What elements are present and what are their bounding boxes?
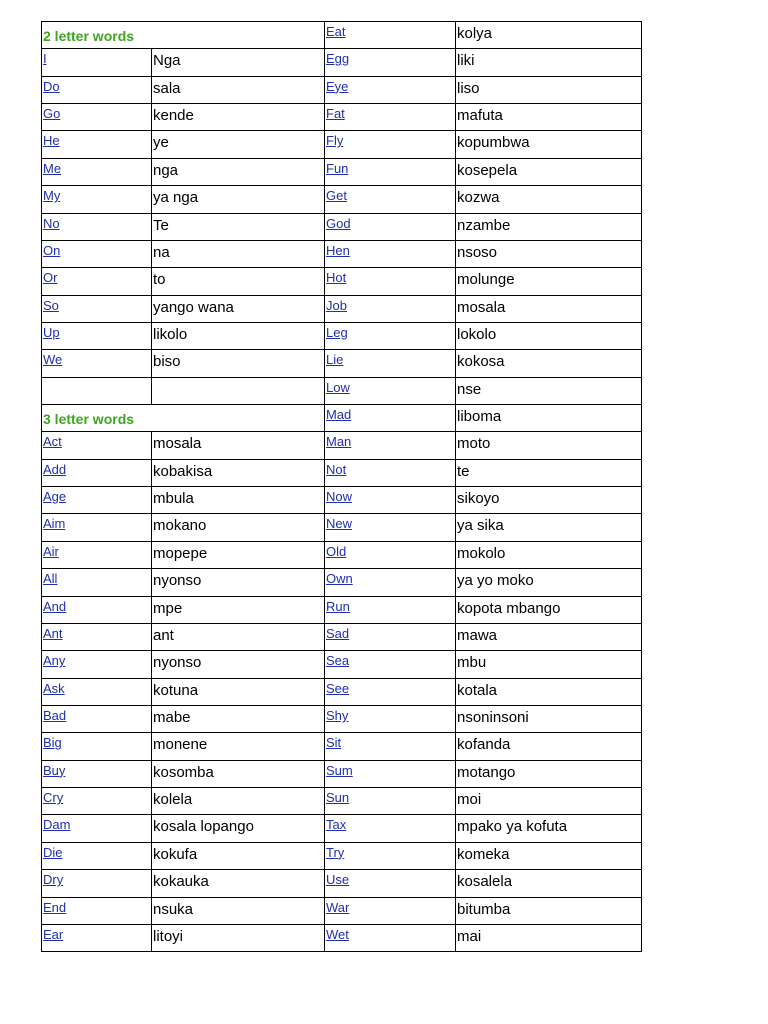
table-row: [42, 623, 642, 650]
translation: kosomba: [152, 760, 325, 787]
table-row: [42, 76, 642, 103]
translation: komeka: [456, 842, 642, 869]
table-row: [42, 322, 642, 349]
word-link[interactable]: Get: [325, 186, 456, 213]
translation: kolya: [456, 22, 642, 49]
table-row: [42, 213, 642, 240]
translation: to: [152, 268, 325, 295]
word-link[interactable]: Run: [325, 596, 456, 623]
table-row: [42, 651, 642, 678]
translation: biso: [152, 350, 325, 377]
translation: mpe: [152, 596, 325, 623]
table-row: [42, 541, 642, 568]
table-row: [42, 432, 642, 459]
translation: likolo: [152, 322, 325, 349]
word-link[interactable]: Or: [42, 268, 152, 295]
translation: kofanda: [456, 733, 642, 760]
word-link[interactable]: Not: [325, 459, 456, 486]
translation: nsoso: [456, 240, 642, 267]
translation: nga: [152, 158, 325, 185]
translation: kotuna: [152, 678, 325, 705]
section-heading-2-letter: 2 letter words: [42, 22, 325, 49]
word-link[interactable]: And: [42, 596, 152, 623]
translation: mafuta: [456, 104, 642, 131]
translation: nyonso: [152, 651, 325, 678]
translation: nse: [456, 377, 642, 404]
word-link[interactable]: Aim: [42, 514, 152, 541]
word-link[interactable]: Fly: [325, 131, 456, 158]
table-row: [42, 596, 642, 623]
translation: mbu: [456, 651, 642, 678]
word-link[interactable]: See: [325, 678, 456, 705]
word-link[interactable]: Buy: [42, 760, 152, 787]
table-row: [42, 104, 642, 131]
word-link[interactable]: Fun: [325, 158, 456, 185]
word-link[interactable]: Do: [42, 76, 152, 103]
table-row: [42, 350, 642, 377]
translation: kokufa: [152, 842, 325, 869]
word-link[interactable]: Now: [325, 487, 456, 514]
word-link[interactable]: Job: [325, 295, 456, 322]
word-link[interactable]: Air: [42, 541, 152, 568]
word-link[interactable]: Act: [42, 432, 152, 459]
table-row: [42, 733, 642, 760]
translation: ye: [152, 131, 325, 158]
word-link[interactable]: Dam: [42, 815, 152, 842]
word-link[interactable]: No: [42, 213, 152, 240]
translation: mokano: [152, 514, 325, 541]
word-link[interactable]: Eat: [325, 22, 456, 49]
translation: liboma: [456, 405, 642, 432]
translation: nzambe: [456, 213, 642, 240]
table-row: [42, 268, 642, 295]
word-link[interactable]: Sea: [325, 651, 456, 678]
word-link[interactable]: Any: [42, 651, 152, 678]
word-link[interactable]: War: [325, 897, 456, 924]
translation: kosala lopango: [152, 815, 325, 842]
translation: na: [152, 240, 325, 267]
translation: ya sika: [456, 514, 642, 541]
word-link[interactable]: Dry: [42, 870, 152, 897]
word-link[interactable]: Shy: [325, 705, 456, 732]
word-link[interactable]: So: [42, 295, 152, 322]
word-link[interactable]: Me: [42, 158, 152, 185]
translation: mosala: [152, 432, 325, 459]
translation: nyonso: [152, 569, 325, 596]
translation: moi: [456, 788, 642, 815]
word-link[interactable]: Man: [325, 432, 456, 459]
word-link[interactable]: Hot: [325, 268, 456, 295]
word-link[interactable]: Age: [42, 487, 152, 514]
word-link[interactable]: Bad: [42, 705, 152, 732]
word-link[interactable]: Big: [42, 733, 152, 760]
word-link[interactable]: Die: [42, 842, 152, 869]
table-row: [42, 49, 642, 76]
word-link[interactable]: My: [42, 186, 152, 213]
word-link[interactable]: Cry: [42, 788, 152, 815]
translation: kozwa: [456, 186, 642, 213]
word-link[interactable]: He: [42, 131, 152, 158]
table-row: [42, 788, 642, 815]
table-row: [42, 678, 642, 705]
translation: kopota mbango: [456, 596, 642, 623]
word-link[interactable]: Low: [325, 377, 456, 404]
word-link[interactable]: Egg: [325, 49, 456, 76]
word-link[interactable]: Add: [42, 459, 152, 486]
table-row: [42, 870, 642, 897]
word-link[interactable]: All: [42, 569, 152, 596]
word-link[interactable]: Eye: [325, 76, 456, 103]
word-link[interactable]: Sad: [325, 623, 456, 650]
word-link[interactable]: Try: [325, 842, 456, 869]
translation: nsuka: [152, 897, 325, 924]
word-link[interactable]: Fat: [325, 104, 456, 131]
translation: mpako ya kofuta: [456, 815, 642, 842]
word-link[interactable]: Mad: [325, 405, 456, 432]
table-row: [42, 815, 642, 842]
translation: ant: [152, 623, 325, 650]
table-row: [42, 760, 642, 787]
word-link[interactable]: New: [325, 514, 456, 541]
table-row: [42, 924, 642, 951]
translation: kopumbwa: [456, 131, 642, 158]
translation: monene: [152, 733, 325, 760]
word-link[interactable]: Sun: [325, 788, 456, 815]
section-heading-3-letter: 3 letter words: [42, 405, 325, 432]
vocabulary-table: [41, 21, 642, 952]
table-row: [42, 569, 642, 596]
word-link[interactable]: Wet: [325, 924, 456, 951]
translation: kosalela: [456, 870, 642, 897]
translation: liso: [456, 76, 642, 103]
table-row: [42, 897, 642, 924]
word-link[interactable]: Tax: [325, 815, 456, 842]
translation: litoyi: [152, 924, 325, 951]
translation: kende: [152, 104, 325, 131]
translation: sala: [152, 76, 325, 103]
table-row: [42, 240, 642, 267]
translation: kobakisa: [152, 459, 325, 486]
word-link[interactable]: Lie: [325, 350, 456, 377]
translation: mawa: [456, 623, 642, 650]
word-link[interactable]: Go: [42, 104, 152, 131]
word-link[interactable]: Use: [325, 870, 456, 897]
translation: yango wana: [152, 295, 325, 322]
translation: ya nga: [152, 186, 325, 213]
word-link[interactable]: Ear: [42, 924, 152, 951]
translation: mopepe: [152, 541, 325, 568]
translation: mai: [456, 924, 642, 951]
translation: mabe: [152, 705, 325, 732]
translation: moto: [456, 432, 642, 459]
translation: te: [456, 459, 642, 486]
word-link[interactable]: Own: [325, 569, 456, 596]
translation: bitumba: [456, 897, 642, 924]
table-row: [42, 487, 642, 514]
word-link[interactable]: Hen: [325, 240, 456, 267]
word-link[interactable]: Ant: [42, 623, 152, 650]
word-link[interactable]: Sum: [325, 760, 456, 787]
table-row: [42, 22, 642, 49]
translation: kokauka: [152, 870, 325, 897]
word-link[interactable]: Old: [325, 541, 456, 568]
translation: liki: [456, 49, 642, 76]
empty-cell: [42, 377, 152, 404]
translation: mosala: [456, 295, 642, 322]
translation: molunge: [456, 268, 642, 295]
translation: nsoninsoni: [456, 705, 642, 732]
translation: mbula: [152, 487, 325, 514]
translation: ya yo moko: [456, 569, 642, 596]
translation: kosepela: [456, 158, 642, 185]
word-link[interactable]: On: [42, 240, 152, 267]
word-link[interactable]: I: [42, 49, 152, 76]
translation: Nga: [152, 49, 325, 76]
table-row: [42, 186, 642, 213]
translation: kolela: [152, 788, 325, 815]
table-row: [42, 377, 642, 404]
table-row: [42, 705, 642, 732]
translation: Te: [152, 213, 325, 240]
translation: motango: [456, 760, 642, 787]
table-row: [42, 514, 642, 541]
word-link[interactable]: We: [42, 350, 152, 377]
translation: kotala: [456, 678, 642, 705]
table-row: [42, 158, 642, 185]
vocabulary-table-body: [42, 22, 642, 952]
word-link[interactable]: Up: [42, 322, 152, 349]
translation: sikoyo: [456, 487, 642, 514]
translation: kokosa: [456, 350, 642, 377]
empty-cell: [152, 377, 325, 404]
translation: mokolo: [456, 541, 642, 568]
word-link[interactable]: End: [42, 897, 152, 924]
word-link[interactable]: Sit: [325, 733, 456, 760]
table-row: [42, 295, 642, 322]
table-row: [42, 405, 642, 432]
translation: lokolo: [456, 322, 642, 349]
word-link[interactable]: Leg: [325, 322, 456, 349]
table-row: [42, 459, 642, 486]
word-link[interactable]: God: [325, 213, 456, 240]
table-row: [42, 842, 642, 869]
word-link[interactable]: Ask: [42, 678, 152, 705]
table-row: [42, 131, 642, 158]
